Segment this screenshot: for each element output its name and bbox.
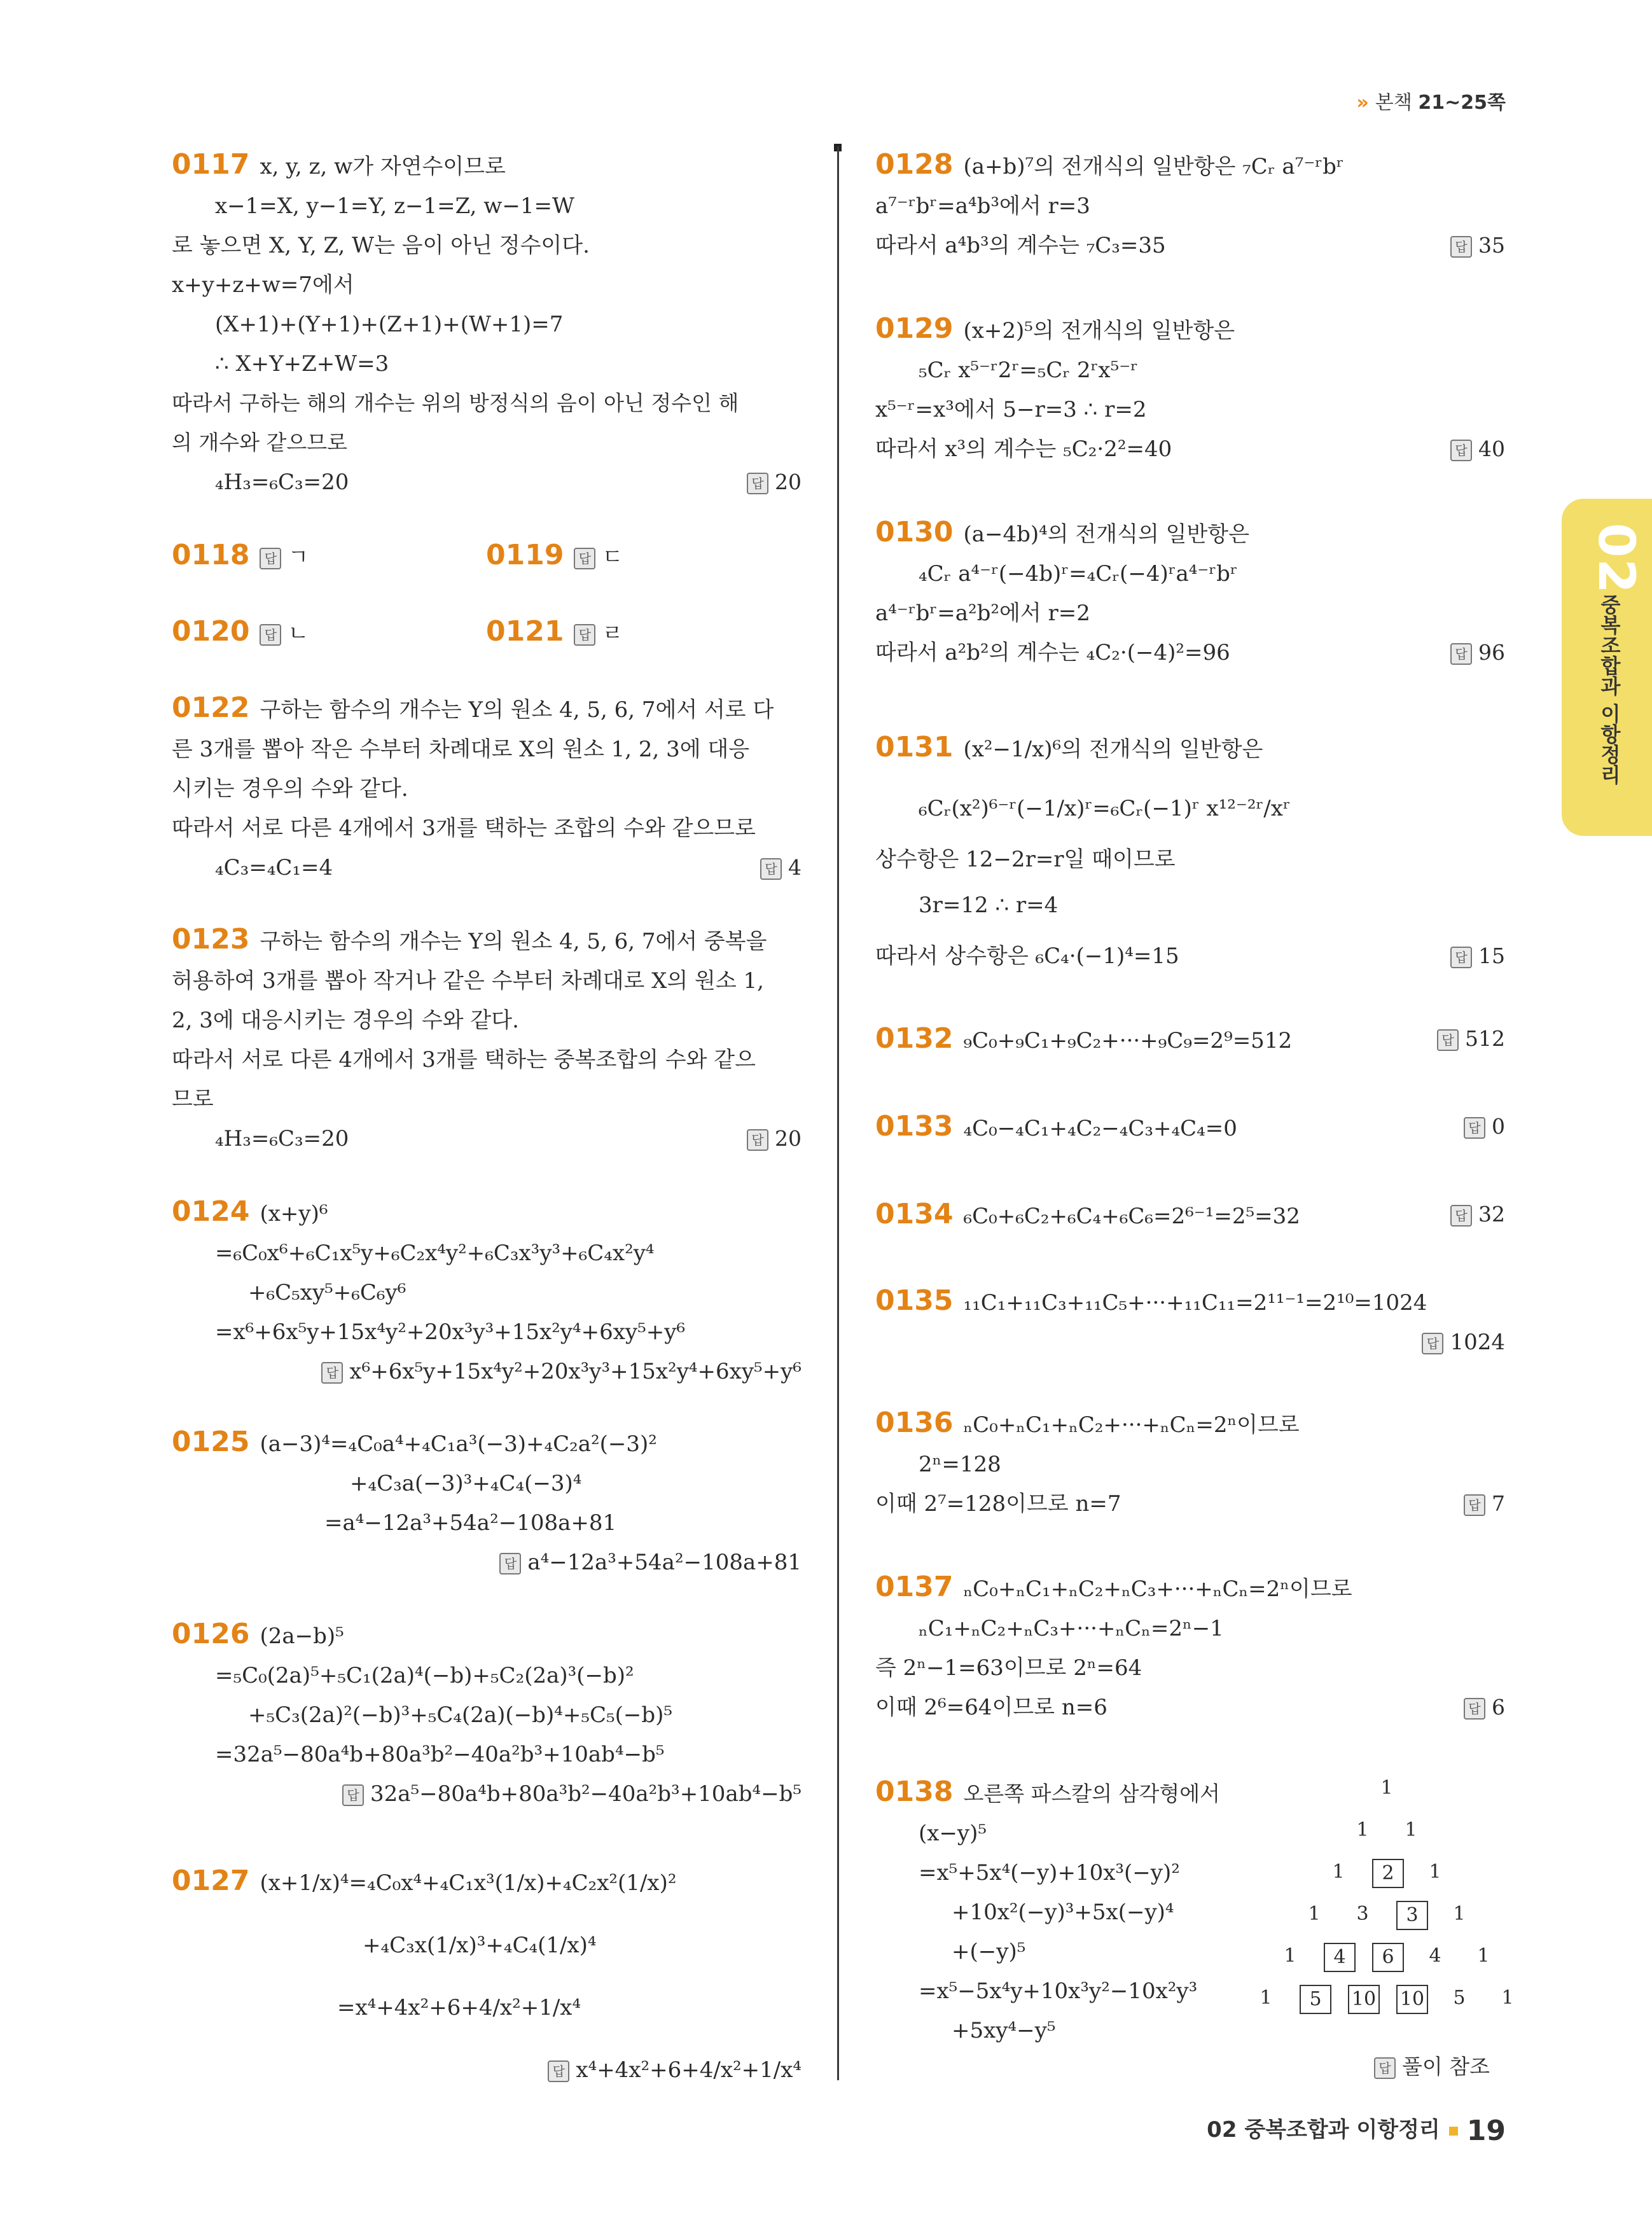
solution-line: (a−4b)⁴의 전개식의 일반항은: [963, 522, 1249, 547]
solution-line: 의 개수와 같으므로: [172, 430, 348, 455]
solution-line: =32a⁵−80a⁴b+80a³b²−40a²b³+10ab⁴−b⁵: [215, 1742, 665, 1767]
problem-number: 0133: [875, 1110, 954, 1143]
answer: 답 32a⁵−80a⁴b+80a³b²−40a²b³+10ab⁴−b⁵: [172, 1774, 802, 1814]
answer: 답 7: [1464, 1484, 1505, 1524]
problem-number: 0138: [875, 1776, 954, 1808]
solution-line: 따라서 구하는 해의 개수는 위의 방정식의 음이 아닌 정수인 해: [172, 391, 739, 415]
solution-line: a⁷⁻ʳbʳ=a⁴b³에서 r=3: [875, 193, 1090, 219]
answer: 답 40: [1450, 429, 1505, 469]
answer-icon: 답: [1450, 947, 1472, 968]
solution-line: +₆C₅xy⁵+₆C₆y⁶: [248, 1280, 406, 1305]
answer-icon: 답: [548, 2061, 569, 2082]
problem-number: 0129: [875, 312, 954, 345]
problem-0117: [172, 145, 802, 502]
problem-number: 0136: [875, 1407, 954, 1439]
solution-line: (x+y)⁶: [260, 1201, 328, 1227]
solution-line: +10x²(−y)³+5x(−y)⁴: [952, 1900, 1174, 1925]
solution-line: 즉 2ⁿ−1=63이므로 2ⁿ=64: [875, 1655, 1142, 1681]
solution-line: 므로: [172, 1087, 214, 1112]
answer: ㄷ: [602, 545, 623, 570]
pascal-cell: 10: [1396, 1985, 1428, 2014]
problem-number: 0121: [486, 615, 564, 648]
solution-line: (x+2)⁵의 전개식의 일반항은: [963, 318, 1235, 344]
side-tab-number: 02: [1587, 523, 1644, 595]
solution-line: 로 놓으면 X, Y, Z, W는 음이 아닌 정수이다.: [172, 233, 590, 258]
solution-line: +₄C₃x(1/x)³+₄C₄(1/x)⁴: [363, 1933, 597, 1958]
footer-square: [1449, 2127, 1458, 2136]
pascal-cell: 5: [1453, 1987, 1466, 2009]
page-header: [1356, 87, 1506, 115]
answer-icon: 답: [1464, 1117, 1485, 1139]
pascal-cell: 1: [1308, 1903, 1321, 1925]
solution-line: 따라서 상수항은 ₆C₄·(−1)⁴=15: [875, 943, 1179, 969]
solution-line: x, y, z, w가 자연수이므로: [260, 154, 506, 179]
pascal-cell: 1: [1477, 1945, 1490, 1967]
solution-line: 따라서 a²b²의 계수는 ₄C₂·(−4)²=96: [875, 640, 1230, 665]
solution-line: ∴ X+Y+Z+W=3: [215, 351, 389, 377]
pascal-cell: 1: [1380, 1777, 1393, 1799]
problem-number: 0132: [875, 1022, 954, 1055]
problem-number: 0131: [875, 731, 954, 763]
solution-line: 2ⁿ=128: [919, 1452, 1001, 1477]
problem-0126: [172, 1615, 802, 1814]
answer: 답 x⁶+6x⁵y+15x⁴y²+20x³y³+15x²y⁴+6xy⁵+y⁶: [172, 1352, 802, 1391]
solution-line: (x²−1/x)⁶의 전개식의 일반항은: [963, 737, 1263, 762]
solution-line: ₄C₃=₄C₁=4: [215, 855, 333, 880]
problem-number: 0130: [875, 516, 954, 548]
solution-line: =x⁵−5x⁴y+10x³y²−10x²y³: [919, 1978, 1198, 2004]
pascal-cell: 1: [1260, 1987, 1272, 2009]
pascal-cell: 2: [1372, 1859, 1404, 1888]
answer: 답 20: [747, 1119, 802, 1158]
answer-icon: 답: [760, 858, 782, 880]
answer-icon: 답: [747, 1129, 768, 1151]
header-label: 본책: [1375, 92, 1412, 114]
problem-0123: [172, 920, 802, 1158]
problem-0130: [875, 513, 1505, 672]
problem-number: 0122: [172, 692, 250, 724]
answer-icon: 답: [260, 624, 281, 646]
answer: ㄹ: [602, 621, 623, 646]
solution-line: 따라서 a⁴b³의 계수는 ₇C₃=35: [875, 233, 1166, 258]
solution-line: 따라서 x³의 계수는 ₅C₂·2²=40: [875, 436, 1172, 462]
solution-line: ₙC₀+ₙC₁+ₙC₂+···+ₙCₙ=2ⁿ이므로: [963, 1412, 1300, 1438]
problem-number: 0128: [875, 148, 954, 181]
pascal-cell: 1: [1284, 1945, 1296, 1967]
answer: ㄱ: [288, 545, 309, 570]
solution-line: =x⁴+4x²+6+4/x²+1/x⁴: [337, 1995, 581, 2020]
page-number: 19: [1466, 2115, 1506, 2147]
answer: 답 0: [1464, 1107, 1505, 1146]
answer-0138: 답 풀이 참조: [1374, 2047, 1490, 2087]
column-divider: [837, 146, 839, 2080]
solution-line: =₆C₀x⁶+₆C₁x⁵y+₆C₂x⁴y²+₆C₃x³y³+₆C₄x²y⁴: [215, 1241, 655, 1266]
answer: 답 35: [1450, 226, 1505, 265]
solution-line: x−1=X, y−1=Y, z−1=Z, w−1=W: [215, 193, 574, 219]
answer-icon: 답: [1464, 1494, 1485, 1516]
solution-line: a⁴⁻ʳbʳ=a²b²에서 r=2: [875, 601, 1090, 626]
problem-0128: [875, 145, 1505, 265]
solution-line: 이때 2⁷=128이므로 n=7: [875, 1491, 1121, 1517]
answer-icon: 답: [1450, 236, 1472, 258]
solution-line: ₉C₀+₉C₁+₉C₂+···+₉C₉=2⁹=512: [963, 1028, 1293, 1053]
answer-icon: 답: [1374, 2057, 1396, 2079]
answer: 답 20: [747, 462, 802, 502]
problem-0129: [875, 309, 1505, 469]
solution-line: +(−y)⁵: [952, 1939, 1026, 1964]
solution-line: ₙC₀+ₙC₁+ₙC₂+ₙC₃+···+ₙCₙ=2ⁿ이므로: [963, 1576, 1352, 1602]
problem-number: 0125: [172, 1426, 250, 1458]
problem-number: 0118: [172, 539, 250, 571]
problem-number: 0124: [172, 1195, 250, 1228]
header-pages: 21~25쪽: [1418, 92, 1506, 114]
problem-number: 0137: [875, 1571, 954, 1603]
problem-0138: [875, 1772, 1257, 2050]
problem-0137: [875, 1567, 1505, 1727]
answer-icon: 답: [747, 473, 768, 494]
answer-icon: 답: [574, 624, 595, 646]
answer-icon: 답: [499, 1553, 521, 1574]
answer: 답 1024: [875, 1323, 1505, 1362]
answer: 답 96: [1450, 633, 1505, 672]
pascal-cell: 6: [1372, 1943, 1404, 1972]
solution-line: (a+b)⁷의 전개식의 일반항은 ₇Cᵣ a⁷⁻ʳbʳ: [963, 154, 1344, 179]
solution-line: x⁵⁻ʳ=x³에서 5−r=3 ∴ r=2: [875, 397, 1147, 422]
problem-0125: [172, 1422, 802, 1582]
problem-0135: [875, 1281, 1505, 1362]
answer: 답 4: [760, 848, 802, 887]
pascal-cell: 3: [1396, 1901, 1428, 1930]
solution-line: 2, 3에 대응시키는 경우의 수와 같다.: [172, 1008, 519, 1033]
problem-number: 0134: [875, 1198, 954, 1230]
solution-line: ₆Cᵣ(x²)⁶⁻ʳ(−1/x)ʳ=₆Cᵣ(−1)ʳ x¹²⁻²ʳ/xʳ: [919, 796, 1291, 821]
problem-0131: [875, 719, 1505, 982]
solution-line: (X+1)+(Y+1)+(Z+1)+(W+1)=7: [215, 312, 564, 337]
problem-number: 0117: [172, 148, 250, 181]
footer-chapter: 02 중복조합과 이항정리: [1207, 2117, 1440, 2143]
pascal-cell: 1: [1405, 1819, 1417, 1841]
solution-line: ₙC₁+ₙC₂+ₙC₃+···+ₙCₙ=2ⁿ−1: [919, 1616, 1224, 1641]
pascal-triangle: [1260, 1775, 1514, 2042]
solution-line: 오른쪽 파스칼의 삼각형에서: [963, 1781, 1220, 1806]
solution-line: 시키는 경우의 수와 같다.: [172, 776, 408, 802]
solution-line: =a⁴−12a³+54a²−108a+81: [324, 1510, 617, 1536]
answer-icon: 답: [1450, 1205, 1472, 1227]
problem-0127: [172, 1850, 802, 2101]
answer-icon: 답: [321, 1362, 343, 1384]
answer-icon: 답: [260, 548, 281, 569]
problem-number: 0135: [875, 1284, 954, 1317]
solution-line: ₄H₃=₆C₃=20: [215, 1126, 349, 1151]
problem-number: 0127: [172, 1865, 250, 1897]
answer-icon: 답: [1464, 1698, 1485, 1720]
solution-line: 른 3개를 뽑아 작은 수부터 차례대로 X의 원소 1, 2, 3에 대응: [172, 737, 750, 762]
double-chevron-icon: »: [1356, 92, 1369, 114]
solution-line: =x⁶+6x⁵y+15x⁴y²+20x³y³+15x²y⁴+6xy⁵+y⁶: [215, 1319, 686, 1345]
answer: 답 32: [1450, 1195, 1505, 1234]
solution-line: (x−y)⁵: [919, 1821, 987, 1846]
solution-line: 이때 2⁶=64이므로 n=6: [875, 1695, 1107, 1720]
answer-icon: 답: [574, 548, 595, 569]
problem-0119: [486, 536, 623, 577]
solution-line: 3r=12 ∴ r=4: [919, 893, 1059, 918]
problem-number: 0120: [172, 615, 250, 648]
problem-0134: [875, 1195, 1505, 1236]
solution-line: 따라서 서로 다른 4개에서 3개를 택하는 중복조합의 수와 같으: [172, 1047, 756, 1073]
problem-number: 0119: [486, 539, 564, 571]
problem-0133: [875, 1107, 1505, 1148]
pascal-cell: 1: [1332, 1861, 1345, 1883]
solution-line: (x+1/x)⁴=₄C₀x⁴+₄C₁x³(1/x)+₄C₂x²(1/x)²: [260, 1870, 677, 1896]
pascal-cell: 10: [1348, 1985, 1380, 2014]
answer-icon: 답: [342, 1784, 364, 1806]
solution-line: ₆C₀+₆C₂+₆C₄+₆C₆=2⁶⁻¹=2⁵=32: [963, 1204, 1300, 1229]
problem-0136: [875, 1403, 1505, 1524]
problem-number: 0123: [172, 923, 250, 956]
solution-line: 상수항은 12−2r=r일 때이므로: [875, 847, 1176, 872]
pascal-cell: 4: [1429, 1945, 1441, 1967]
solution-line: 따라서 서로 다른 4개에서 3개를 택하는 조합의 수와 같으므로: [172, 816, 756, 841]
answer: 답 x⁴+4x²+6+4/x²+1/x⁴: [172, 2039, 802, 2101]
solution-line: ₄C₀−₄C₁+₄C₂−₄C₃+₄C₄=0: [963, 1116, 1237, 1141]
solution-line: +₅C₃(2a)²(−b)³+₅C₄(2a)(−b)⁴+₅C₅(−b)⁵: [248, 1702, 673, 1728]
answer: 답 6: [1464, 1688, 1505, 1727]
answer: 답 a⁴−12a³+54a²−108a+81: [172, 1543, 802, 1582]
solution-line: +5xy⁴−y⁵: [952, 2018, 1056, 2043]
pascal-cell: 5: [1300, 1985, 1331, 2014]
solution-line: x+y+z+w=7에서: [172, 272, 354, 298]
solution-line: =₅C₀(2a)⁵+₅C₁(2a)⁴(−b)+₅C₂(2a)³(−b)²: [215, 1663, 634, 1688]
pascal-cell: 4: [1324, 1943, 1356, 1972]
page-footer: [1207, 2112, 1506, 2147]
solution-line: ₅Cᵣ x⁵⁻ʳ2ʳ=₅Cᵣ 2ʳx⁵⁻ʳ: [919, 358, 1138, 383]
problem-0122: [172, 688, 802, 887]
answer: ㄴ: [288, 621, 309, 646]
problem-number: 0126: [172, 1618, 250, 1650]
problem-0118: [172, 536, 309, 577]
problem-0120: [172, 612, 309, 653]
answer-icon: 답: [1450, 643, 1472, 665]
side-tab-title: 중복조합과 이항정리: [1597, 594, 1621, 785]
solution-line: (a−3)⁴=₄C₀a⁴+₄C₁a³(−3)+₄C₂a²(−3)²: [260, 1431, 657, 1457]
pascal-cell: 1: [1356, 1819, 1369, 1841]
pascal-cell: 3: [1356, 1903, 1369, 1925]
solution-line: (2a−b)⁵: [260, 1623, 344, 1649]
solution-line: =x⁵+5x⁴(−y)+10x³(−y)²: [919, 1860, 1180, 1886]
solution-line: ₄H₃=₆C₃=20: [215, 469, 349, 495]
answer-icon: 답: [1450, 440, 1472, 461]
solution-line: ₁₁C₁+₁₁C₃+₁₁C₅+···+₁₁C₁₁=2¹¹⁻¹=2¹⁰=1024: [963, 1290, 1427, 1316]
answer: 답 15: [1450, 931, 1505, 982]
solution-line: 구하는 함수의 개수는 Y의 원소 4, 5, 6, 7에서 서로 다: [260, 697, 774, 723]
chapter-side-tab[interactable]: [1562, 499, 1652, 836]
solution-line: 허용하여 3개를 뽑아 작거나 같은 수부터 차례대로 X의 원소 1,: [172, 968, 764, 994]
solution-line: ₄Cᵣ a⁴⁻ʳ(−4b)ʳ=₄Cᵣ(−4)ʳa⁴⁻ʳbʳ: [919, 561, 1238, 587]
solution-line: +₄C₃a(−3)³+₄C₄(−3)⁴: [350, 1471, 582, 1496]
pascal-cell: 1: [1429, 1861, 1441, 1883]
pascal-cell: 1: [1453, 1903, 1466, 1925]
problem-0132: [875, 1019, 1505, 1060]
problem-0121: [486, 612, 623, 653]
answer-icon: 답: [1437, 1029, 1459, 1051]
pascal-cell: 1: [1501, 1987, 1514, 2009]
answer-icon: 답: [1422, 1333, 1443, 1354]
problem-0124: [172, 1192, 802, 1391]
answer: 답 512: [1437, 1019, 1505, 1059]
solution-line: 구하는 함수의 개수는 Y의 원소 4, 5, 6, 7에서 중복을: [260, 929, 767, 954]
